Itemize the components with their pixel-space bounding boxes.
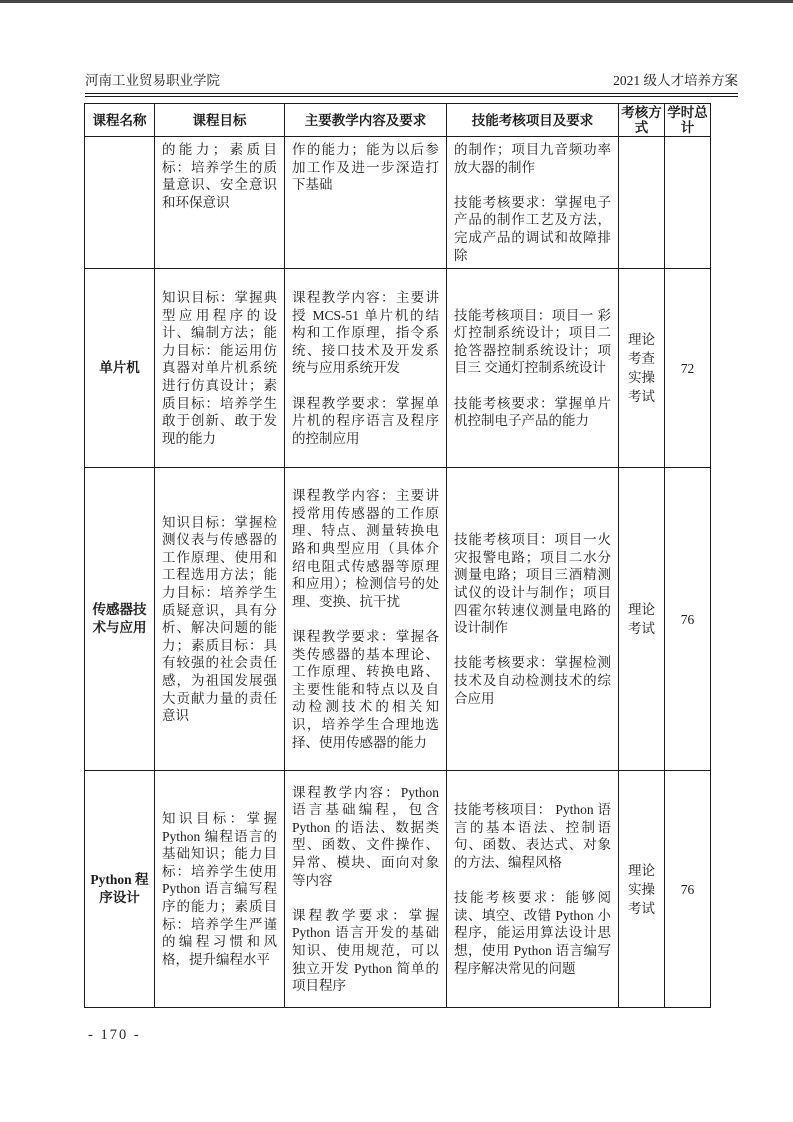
page-header [85, 73, 738, 89]
objectives-text: 知识目标：掌握 Python 编程语言的基础知识；能力目标：培养学生使用 Python 语言编写程序的能力；素质目标：培养学生严谨的编程习惯和风格，提升编程水平 [162, 810, 277, 967]
table-header-row [85, 104, 711, 137]
column-header-course-name: 课程名称 [85, 104, 155, 137]
skill-assessment-cell [447, 137, 619, 269]
column-header-hours: 学时总计 [665, 104, 711, 137]
skill-assessment-cell [447, 269, 619, 468]
header-divider [85, 93, 738, 97]
teaching-paragraph: 课程教学内容：Python 语言基础编程，包含 Python 的语法、数据类型、函数、文件操作、异常、模块、面向对象等内容 [292, 784, 439, 888]
total-hours-cell: 76 [665, 468, 711, 771]
teaching-paragraph: 课程教学要求：掌握单片机的程序语言及程序的控制应用 [292, 395, 439, 446]
assessment-method-cell: 理论实操考试 [619, 771, 665, 1008]
teaching-content-cell [285, 468, 447, 771]
table-row-python [85, 771, 711, 1008]
column-header-objectives: 课程目标 [155, 104, 285, 137]
teaching-paragraph: 课程教学内容：主要讲授 MCS-51 单片机的结构和工作原理，指令系统、接口技术及开发系统与应用系统开发 [292, 289, 439, 376]
course-name-cell: 传感器技术与应用 [85, 468, 155, 771]
assessment-paragraph: 技能考核项目：项目一 彩灯控制系统设计；项目二 抢答器控制系统设计；项目三 交通灯控制系统设计 [454, 307, 611, 376]
course-name-cell [85, 137, 155, 269]
scan-edge [0, 0, 793, 3]
table-row-sensor [85, 468, 711, 771]
course-name-cell: Python 程序设计 [85, 771, 155, 1008]
course-objectives-cell [155, 137, 285, 269]
teaching-paragraph: 课程教学要求：掌握各类传感器的基本理论、工作原理、转换电路、主要性能和特点以及自动检测技术的相关知识，培养学生合理地选择、使用传感器的能力 [292, 628, 439, 750]
assessment-method-cell [619, 137, 665, 269]
objectives-text: 知识目标：掌握典型应用程序的设计、编制方法；能力目标：能运用仿真器对单片机系统进行仿真设计；素质目标：培养学生敢于创新、敢于发现的能力 [162, 289, 277, 446]
total-hours-cell: 72 [665, 269, 711, 468]
column-header-assessment: 技能考核项目及要求 [447, 104, 619, 137]
assessment-paragraph: 技能考核要求：能够阅读、填空、改错 Python 小程序，能运用算法设计思想，使用 Python 语言编写程序解决常见的问题 [454, 890, 611, 976]
total-hours-cell: 76 [665, 771, 711, 1008]
skill-assessment-cell [447, 771, 619, 1008]
column-header-method: 考核方式 [619, 104, 665, 137]
course-objectives-cell [155, 468, 285, 771]
objectives-text: 的能力；素质目标：培养学生的质量意识、安全意识和环保意识 [162, 142, 277, 210]
teaching-paragraph: 作的能力；能为以后参加工作及进一步深造打下基础 [292, 142, 439, 193]
assessment-paragraph: 技能考核要求：掌握电子产品的制作工艺及方法，完成产品的调试和故障排除 [454, 194, 611, 263]
teaching-paragraph: 课程教学内容：主要讲授常用传感器的工作原理、特点、测量转换电路和典型应用（具体介绍电阻式传感器等原理和应用）；检测信号的处理、变换、抗干扰 [292, 488, 439, 609]
assessment-paragraph: 技能考核项目：项目一火灾报警电路；项目二水分测量电路；项目三酒精测试仪的设计与制作；项目四霍尔转速仪测量电路的设计制作 [454, 532, 611, 636]
table-row-continuation [85, 137, 711, 269]
teaching-content-cell [285, 137, 447, 269]
course-name-cell: 单片机 [85, 269, 155, 468]
assessment-paragraph: 技能考核要求：掌握检测技术及自动检测技术的综合应用 [454, 655, 611, 706]
skill-assessment-cell [447, 468, 619, 771]
column-header-teaching: 主要教学内容及要求 [285, 104, 447, 137]
assessment-paragraph: 的制作；项目九音频功率放大器的制作 [454, 142, 611, 175]
assessment-method-cell: 理论考试 [619, 468, 665, 771]
objectives-text: 知识目标：掌握检测仪表与传感器的工作原理、使用和工程选用方法；能力目标：培养学生质疑意识，具有分析、解决问题的能力；素质目标：具有较强的社会责任感，为祖国发展强大贡献力量的责任意识 [162, 514, 277, 724]
course-table [84, 103, 711, 1008]
teaching-content-cell [285, 269, 447, 468]
teaching-content-cell [285, 771, 447, 1008]
course-objectives-cell [155, 771, 285, 1008]
assessment-paragraph: 技能考核要求：掌握单片机控制电子产品的能力 [454, 395, 611, 429]
assessment-paragraph: 技能考核项目： Python 语言的基本语法、控制语句、函数、表达式、对象的方法、编程风格 [454, 802, 611, 870]
course-objectives-cell [155, 269, 285, 468]
teaching-paragraph: 课程教学要求：掌握 Python 语言开发的基础知识、使用规范，可以独立开发 Python 简单的项目程序 [292, 907, 439, 994]
plan-title: 2021 级人才培养方案 [613, 73, 738, 88]
table-row-mcu [85, 269, 711, 468]
assessment-method-cell: 理论考查实操考试 [619, 269, 665, 468]
total-hours-cell [665, 137, 711, 269]
page-number: - 170 - [88, 1027, 141, 1043]
school-name: 河南工业贸易职业学院 [85, 73, 220, 88]
